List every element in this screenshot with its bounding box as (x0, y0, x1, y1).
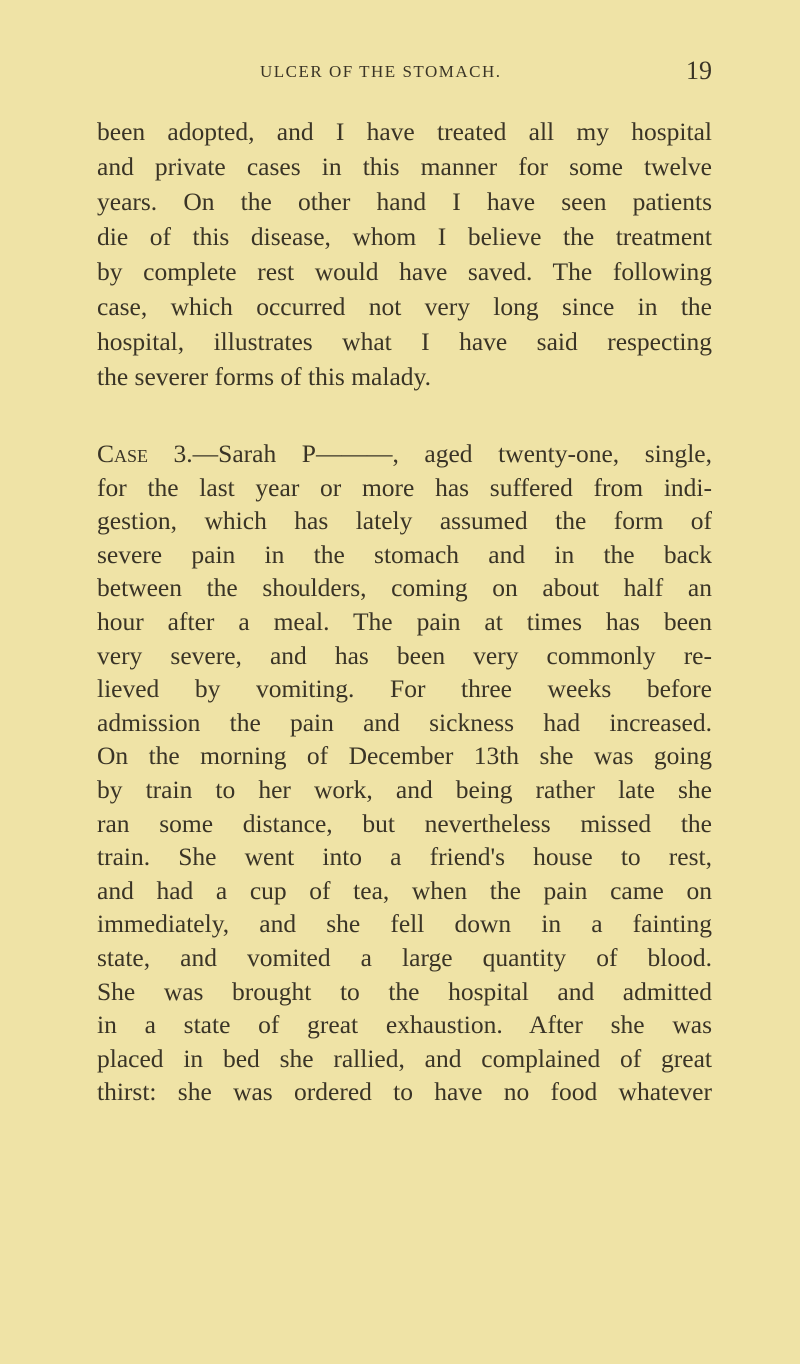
text-line: die of this disease, whom I believe the treatment (97, 222, 712, 251)
paragraph-2 (97, 437, 712, 1109)
text-line: thirst: she was ordered to have no food whatever (97, 1077, 712, 1107)
text-line: by train to her work, and being rather late she (97, 774, 712, 804)
text-line: severe pain in the stomach and in the back (97, 539, 712, 569)
text-line: for the last year or more has suffered from indi- (97, 472, 712, 502)
text-line: admission the pain and sickness had increased. (97, 707, 712, 737)
text-line: in a state of great exhaustion. After she was (97, 1010, 712, 1040)
text-line: years. On the other hand I have seen patients (97, 187, 712, 216)
text-line: She was brought to the hospital and admitted (97, 976, 712, 1006)
text-line: lieved by vomiting. For three weeks before (97, 674, 712, 704)
text-line (97, 437, 712, 471)
text-line: state, and vomited a large quantity of blood. (97, 942, 712, 972)
text-line: between the shoulders, coming on about half an (97, 573, 712, 603)
text-line: placed in bed she rallied, and complained of great (97, 1043, 712, 1073)
text-line: and private cases in this manner for some twelve (97, 152, 712, 181)
text-line: hospital, illustrates what I have said respecting (97, 327, 712, 356)
text-line: by complete rest would have saved. The following (97, 257, 712, 286)
text-line: On the morning of December 13th she was going (97, 741, 712, 771)
text-line: been adopted, and I have treated all my hospital (97, 117, 712, 146)
text-line: hour after a meal. The pain at times has been (97, 606, 712, 636)
page-header (97, 56, 712, 86)
paragraph-1 (97, 114, 712, 394)
text-line: immediately, and she fell down in a fainting (97, 909, 712, 939)
running-title: ULCER OF THE STOMACH. (260, 62, 502, 81)
text-line: and had a cup of tea, when the pain came on (97, 875, 712, 905)
text-line: ran some distance, but nevertheless missed the (97, 808, 712, 838)
page-number: 19 (686, 56, 712, 85)
text-line: very severe, and has been very commonly re- (97, 640, 712, 670)
text-line: case, which occurred not very long since in the (97, 292, 712, 321)
text-line: gestion, which has lately assumed the form of (97, 506, 712, 536)
text-line: the severer forms of this malady. (97, 362, 431, 391)
text-line: train. She went into a friend's house to rest, (97, 842, 712, 872)
case-intro: 3.—Sarah P———, aged twenty-one, single, (148, 439, 712, 468)
case-label: Case (97, 439, 149, 468)
